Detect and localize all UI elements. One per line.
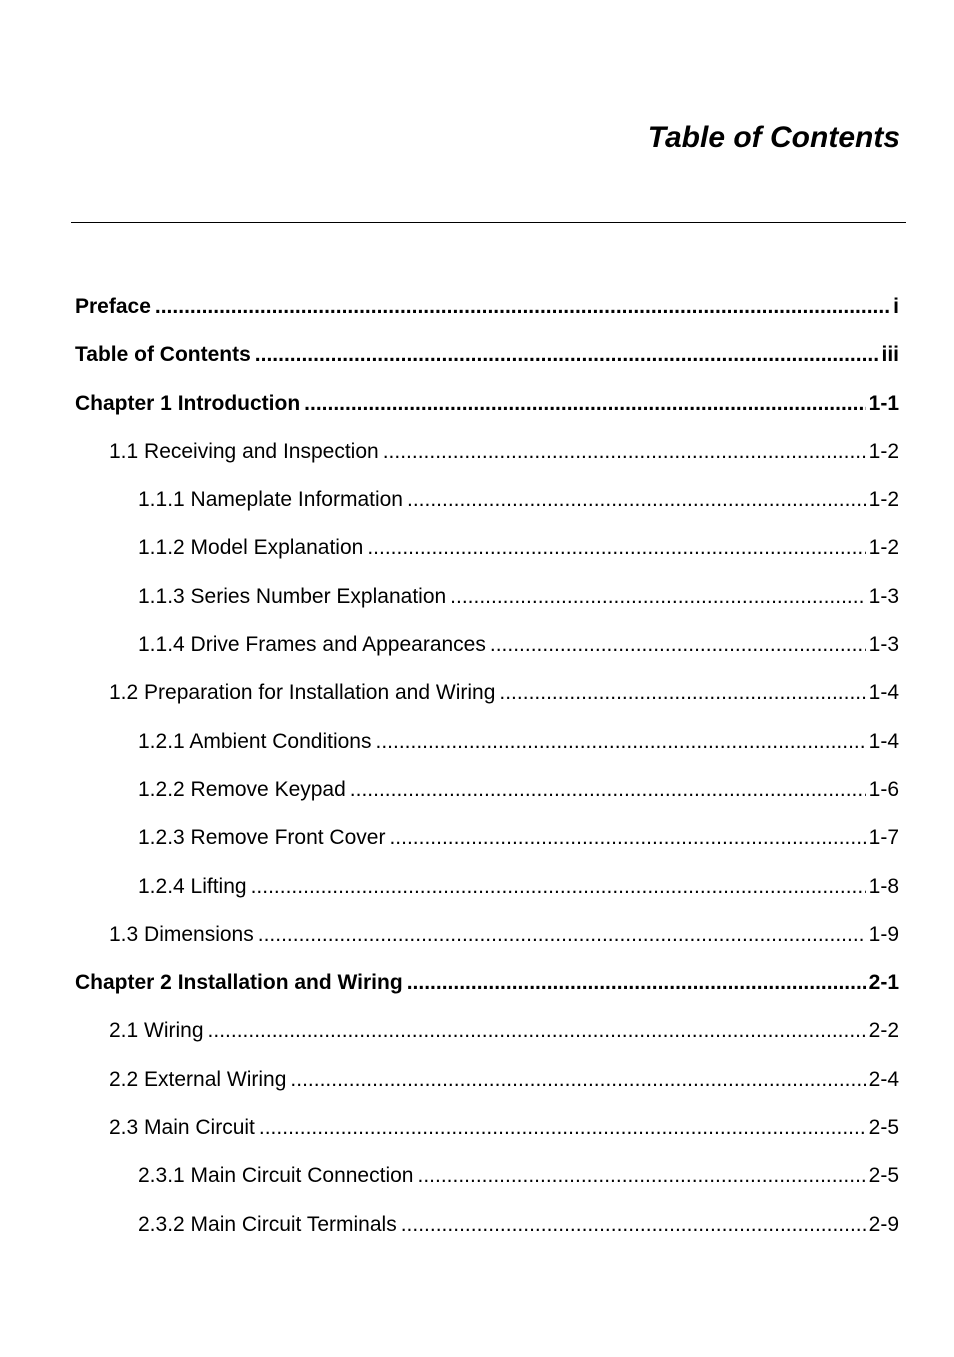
toc-entry-page-number: 1-4 (868, 729, 899, 753)
toc-dot-leader (155, 289, 890, 325)
toc-entry-label: 1.3 Dimensions (109, 922, 254, 946)
toc-entry-label: 1.2.4 Lifting (138, 874, 247, 898)
toc-dot-leader (251, 869, 866, 905)
toc-entry[interactable] (75, 337, 899, 385)
toc-entry[interactable] (75, 530, 899, 578)
toc-dot-leader (350, 772, 866, 808)
toc-entry-label: 2.3.2 Main Circuit Terminals (138, 1212, 397, 1236)
toc-entry[interactable] (75, 675, 899, 723)
toc-entry-page-number: 1-2 (868, 439, 899, 463)
toc-entry-label: Table of Contents (75, 343, 251, 367)
toc-entry[interactable] (75, 869, 899, 917)
toc-dot-leader (367, 530, 865, 566)
toc-dot-leader (389, 820, 865, 856)
toc-entry-label: Chapter 1 Introduction (75, 391, 301, 415)
toc-entry-page-number: 2-2 (868, 1019, 899, 1043)
toc-entry-page-number: 1-4 (868, 681, 899, 705)
toc-entry-page-number: 1-3 (868, 633, 899, 657)
toc-entry[interactable] (75, 772, 899, 820)
toc-entry[interactable] (75, 724, 899, 772)
toc-dot-leader (383, 434, 866, 470)
toc-entry[interactable] (75, 579, 899, 627)
toc-dot-leader (450, 579, 865, 615)
toc-entry[interactable] (75, 434, 899, 482)
toc-entry-label: 1.2.2 Remove Keypad (138, 777, 346, 801)
toc-entry-page-number: i (893, 295, 899, 318)
toc-entry[interactable] (75, 289, 899, 337)
toc-entry-label: 1.1.1 Nameplate Information (138, 488, 403, 512)
toc-entry[interactable] (75, 917, 899, 965)
toc-entry-label: 1.1.4 Drive Frames and Appearances (138, 633, 486, 657)
toc-dot-leader (417, 1158, 865, 1194)
toc-dot-leader (258, 917, 866, 953)
toc-dot-leader (407, 482, 866, 518)
toc-dot-leader (375, 724, 865, 760)
toc-dot-leader (490, 627, 866, 663)
toc-entry-page-number: 1-7 (868, 826, 899, 850)
toc-entry-page-number: 1-9 (868, 922, 899, 946)
toc-entry-label: 1.2.3 Remove Front Cover (138, 826, 386, 850)
toc-entry[interactable] (75, 1062, 899, 1110)
toc-entry[interactable] (75, 386, 899, 434)
toc-entry[interactable] (75, 627, 899, 675)
toc-entry-page-number: 2-5 (868, 1164, 899, 1188)
toc-entry[interactable] (75, 1110, 899, 1158)
toc-entry-page-number: 1-6 (868, 777, 899, 801)
toc-dot-leader (208, 1013, 866, 1049)
toc-entry-label: 2.2 External Wiring (109, 1067, 287, 1091)
toc-dot-leader (290, 1062, 865, 1098)
toc-entry[interactable] (75, 820, 899, 868)
toc-entry-page-number: 1-1 (868, 391, 899, 415)
toc-dot-leader (259, 1110, 866, 1146)
toc-entry-page-number: 2-1 (868, 971, 899, 995)
toc-entry-page-number: 1-2 (868, 488, 899, 512)
table-of-contents (75, 289, 899, 1255)
toc-entry[interactable] (75, 482, 899, 530)
toc-entry-page-number: iii (881, 343, 899, 367)
toc-entry-label: 2.3 Main Circuit (109, 1116, 255, 1140)
title-divider (71, 222, 906, 223)
toc-dot-leader (304, 386, 865, 422)
page-title: Table of Contents (647, 121, 900, 154)
toc-entry-label: 2.1 Wiring (109, 1019, 204, 1043)
toc-entry-label: Chapter 2 Installation and Wiring (75, 971, 403, 995)
toc-entry-label: 1.2.1 Ambient Conditions (138, 729, 372, 753)
toc-entry-label: 1.2 Preparation for Installation and Wiring (109, 681, 496, 705)
toc-entry-label: 2.3.1 Main Circuit Connection (138, 1164, 414, 1188)
toc-entry-page-number: 2-4 (868, 1067, 899, 1091)
toc-dot-leader (255, 337, 879, 373)
toc-dot-leader (407, 965, 866, 1001)
toc-entry-page-number: 1-3 (868, 584, 899, 608)
toc-entry[interactable] (75, 1207, 899, 1255)
toc-entry[interactable] (75, 1158, 899, 1206)
toc-entry-page-number: 1-8 (868, 874, 899, 898)
toc-entry-page-number: 2-9 (868, 1212, 899, 1236)
toc-entry-page-number: 1-2 (868, 536, 899, 560)
toc-dot-leader (499, 675, 865, 711)
toc-entry-label: 1.1.3 Series Number Explanation (138, 584, 447, 608)
toc-entry[interactable] (75, 965, 899, 1013)
toc-entry-label: Preface (75, 295, 151, 318)
toc-entry-page-number: 2-5 (868, 1116, 899, 1140)
toc-entry-label: 1.1 Receiving and Inspection (109, 439, 379, 463)
toc-entry-label: 1.1.2 Model Explanation (138, 536, 364, 560)
toc-entry[interactable] (75, 1013, 899, 1061)
toc-dot-leader (401, 1207, 866, 1243)
